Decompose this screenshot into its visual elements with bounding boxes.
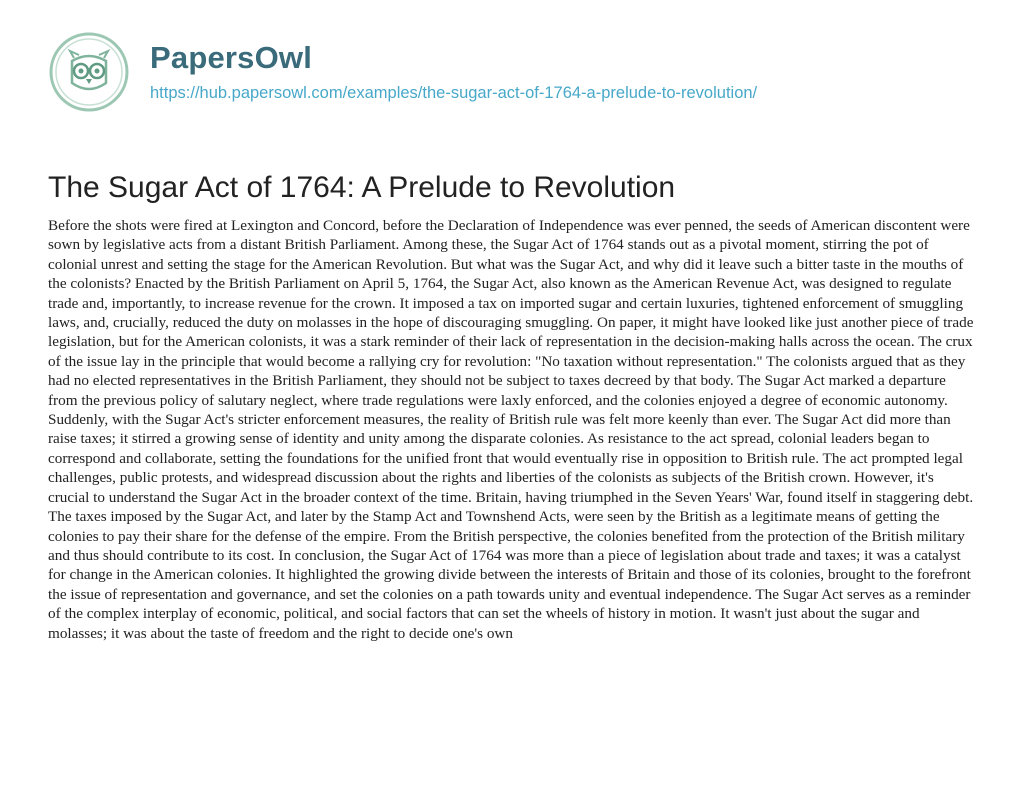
header [48, 0, 976, 110]
source-url[interactable]: https://hub.papersowl.com/examples/the-sugar-act-of-1764-a-prelude-to-revolution/ [150, 84, 758, 102]
article-body: Before the shots were fired at Lexington and Concord, before the Declaration of Independence was ever penned, the seeds of American discontent were sown by legislative acts from a distant British Parliament. Among these, the Sugar Act of 1764 stands out as a pivotal moment, stirring the pot of colonial unrest and setting the stage for the American Revolution. But what was the Sugar Act, and why did it leave such a bitter taste in the mouths of the colonists? Enacted by the British Parliament on April 5, 1764, the Sugar Act, also known as the American Revenue Act, was designed to regulate trade and, importantly, to increase revenue for the crown. It imposed a tax on imported sugar and certain luxuries, tightened enforcement of smuggling laws, and, crucially, reduced the duty on molasses in the hope of discouraging smuggling. On paper, it might have looked like just another piece of trade legislation, but for the American colonists, it was a stark reminder of their lack of representation in the decision-making halls across the ocean. The crux of the issue lay in the principle that would become a rallying cry for revolution: "No taxation without representation." The colonists argued that as they had no elected representatives in the British Parliament, they should not be subject to taxes decreed by that body. The Sugar Act marked a departure from the previous policy of salutary neglect, where trade regulations were laxly enforced, and the colonies enjoyed a degree of economic autonomy. Suddenly, with the Sugar Act's stricter enforcement measures, the reality of British rule was felt more keenly than ever. The Sugar Act did more than raise taxes; it stirred a growing sense of identity and unity among the disparate colonies. As resistance to the act spread, colonial leaders began to correspond and collaborate, setting the foundations for the unified front that would eventually rise in opposition to British rule. The act prompted legal challenges, public protests, and widespread discussion about the rights and liberties of the colonists as subjects of the British crown. However, it's crucial to understand the Sugar Act in the broader context of the time. Britain, having triumphed in the Seven Years' War, found itself in staggering debt. The taxes imposed by the Sugar Act, and later by the Stamp Act and Townshend Acts, were seen by the British as a legitimate means of getting the colonies to pay their share for the defense of the empire. From the British perspective, the colonies benefited from the protection of the British military and thus should contribute to its cost. In conclusion, the Sugar Act of 1764 was more than a piece of legislation about trade and taxes; it was a catalyst for change in the American colonies. It highlighted the growing divide between the interests of Britain and those of its colonies, brought to the forefront the issue of representation and governance, and set the colonies on a path towards unity and eventual independence. The Sugar Act serves as a reminder of the complex interplay of economic, political, and social factors that can set the wheels of history in motion. It wasn't just about the sugar and molasses; it was about the taste of freedom and the right to decide one's own [48, 217, 974, 642]
page-title: The Sugar Act of 1764: A Prelude to Revolution [48, 171, 676, 204]
owl-logo-icon [48, 31, 130, 113]
brand [150, 39, 757, 105]
brand-name[interactable]: PapersOwl [150, 40, 313, 75]
